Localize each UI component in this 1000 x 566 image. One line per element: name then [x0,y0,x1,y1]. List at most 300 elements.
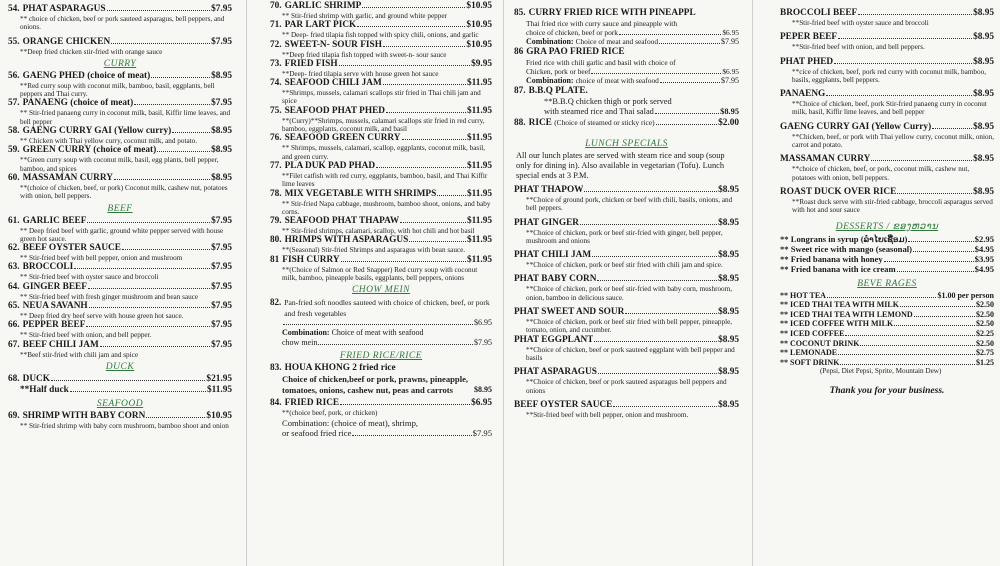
menu-item [270,133,492,161]
combination-description: chow mein [282,338,318,348]
item-name: RICE [528,118,552,128]
item-number: 64. [8,281,20,292]
item-price: $7.95 [211,281,232,292]
item-description: **(choice of chicken, beef, or pork) Coconut milk, cashew nut, potatoes with onion, bell peppers. [20,183,228,201]
item-description: ** Stir-fried shrimp with baby corn mushroom, bamboo shoot and onion [20,421,229,430]
menu-item [270,161,492,189]
item-price: $1.00 per person [937,290,994,300]
item-number: 65. [8,301,20,312]
menu-item [780,8,994,27]
item-description: **Deep fried chicken stir-fried with orange sauce [20,47,163,56]
item-name: GARLIC SHRIMP [284,1,362,11]
menu-item [270,20,492,39]
menu-column-4 [780,0,994,566]
item-number: 81 [270,254,280,265]
item-name: PHAT ASPARAGUS [514,367,597,378]
item-price: $2.25 [976,328,994,338]
menu-item [270,59,492,78]
item-description: **(Seasonal) Stir-fried Shrimps and asparagus with bean sauce. [282,246,466,255]
item-number: 71. [270,20,282,31]
item-price: $7.95 [211,98,232,109]
item-price: $8.95 [973,121,994,132]
item-name: ** SOFT DRINK [780,357,840,367]
item-name: PANAENG (choice of meat) [22,98,134,109]
item-name: SHRIMP WITH BABY CORN [22,410,146,421]
item-number: 78. [270,188,282,199]
item-number: 88. [514,118,526,128]
item-number: 86 [514,47,524,57]
combination-label: Combination: [526,76,574,85]
item-name: GAENG CURRY GAI (Yellow curry) [22,126,172,137]
item-description: ** Stir-fried beef with oyster sauce and broccoli [20,273,159,282]
item-price: $7.95 [211,4,232,14]
item-number: 72. [270,39,282,50]
section-heading-seafood: SEAFOOD [96,398,144,409]
menu-item [780,244,994,254]
menu-item [780,89,994,117]
item-price: $2.50 [976,309,994,319]
menu-item [8,282,232,301]
item-price: $7.95 [211,339,232,350]
item-price: $8.95 [211,172,232,183]
item-price: $8.95 [718,307,739,318]
item-name: GAENG CURRY GAI (Yellow Curry) [780,121,932,132]
item-description: **Choice of chicken, beef, pork Stir-fried panaeng curry in coconut milk, basil, Kiffir lime leaves, and bell pepper [792,100,987,117]
item-price: $7.95 [721,76,739,85]
item-number: 77. [270,160,282,171]
item-price: $7.95 [472,427,492,438]
item-price: $11.95 [466,133,492,144]
item-name: ** Sweet rice with mango (seasonal) [780,243,912,254]
item-price: $8.95 [973,154,994,165]
item-description: ** Stir-fried shrimp with garlic, and ground white pepper [282,12,447,20]
item-price: $3.95 [974,253,994,264]
item-description: **Choice of chicken, beef or pork sauteed eggplant with bell pepper and basils [526,345,735,362]
menu-item [514,86,739,117]
item-description: **Deep- fried tilapia serve with house green hot sauce [282,69,439,78]
item-description: **choice of chicken, beef, or pork, coconut milk, cashew nut, potatoes with onion, bell peppers. [792,165,970,182]
combination-label: Combination: [282,328,330,338]
menu-item [780,348,994,358]
item-name: GRA PAO FRIED RICE [526,47,625,57]
item-name: ** Longrans in syrup (ລຳໄຍເຊື່ອມ) [780,233,908,244]
item-price: $11.95 [466,188,492,199]
menu-column-1 [8,0,232,566]
thank-you-note: Thank you for your business. [829,385,945,396]
item-name: ** Fried banana with ice cream [780,263,896,274]
item-price: $11.95 [466,160,492,171]
menu-item [8,173,232,201]
item-price: $8.95 [211,70,232,81]
combination-description: Choice of meat with seafood [331,328,424,338]
fold-line [246,0,247,566]
menu-item [780,300,994,310]
item-description: **cice of chicken, beef, pork red curry with coconut milk, bamboo, basils, eggplants, bell peppers. [792,67,986,84]
item-price: $6.95 [474,318,492,328]
item-price: $10.95 [206,410,232,421]
item-price: $21.95 [206,373,232,384]
menu-item [514,307,739,335]
combination-description: choice of meat with seafood [575,76,659,85]
item-description: ** Stir-fried beef with bell pepper, onion and mushroom [20,254,183,263]
item-price: $11.95 [466,78,492,89]
item-name: PHAT THAPOW [514,185,584,195]
item-name: PANAENG [780,89,826,100]
menu-item [270,189,492,217]
item-number: 82. [270,297,282,308]
item-description: **Shrimps, mussels, calamari scallops stir fried in Thai chili jam and spice [282,89,481,106]
item-price: $7.95 [721,37,739,46]
item-price: $4.95 [974,243,994,254]
item-description: Choice of chicken,beef or pork, prawns, pineapple, tomatoes, onions, cashew nut, peas and carrots [282,374,469,395]
item-number: 69. [8,410,20,421]
menu-item [514,335,739,363]
item-name: CURRY FRIED RICE WITH PINEAPPL [528,8,696,18]
item-description: ** Deep fried dry beef serve with house green hot sauce. [20,312,184,321]
menu-item [8,145,232,173]
item-name: HOUA KHONG 2 fried rice [284,363,396,374]
fold-line [503,0,504,566]
item-name: FISH CURRY [282,254,340,265]
menu-item [270,1,492,20]
combination-description: or seafood fried rice [282,427,352,438]
menu-column-2 [270,0,492,566]
section-heading-curry: CURRY [103,58,137,69]
item-description: **Choice of chicken, pork or beef stir-fried with ginger, bell pepper, mushroom and onions [526,228,723,245]
menu-item [780,358,994,368]
item-number: 56. [8,70,20,81]
section-heading-desserts: DESSERTS / ຂອງຫວານ [835,221,939,232]
item-description: Pan-fried soft noodles sauteed with choice of chicken, beef, or pork and fresh vegetables [284,298,490,319]
item-name: MASSAMAN CURRY [22,172,113,183]
item-price: $6.95 [722,67,739,76]
item-description: choice of chicken, beef or pork [526,28,618,37]
section-heading-lunch-specials: LUNCH SPECIALS [585,139,668,149]
item-description: ** Deep fried beef with garlic, ground white pepper served with house green hot sauce. [20,226,224,243]
menu-item [514,185,739,213]
item-price: $11.95 [206,384,232,395]
item-price: $11.95 [466,254,492,265]
menu-item [8,320,232,339]
item-price: $11.95 [466,216,492,227]
menu-item [8,262,232,281]
item-number: 59. [8,145,20,156]
item-name: PLA DUK PAD PHAD [284,160,376,171]
item-price: $10.95 [466,20,492,31]
item-name: ROAST DUCK OVER RICE [780,186,897,197]
item-description: **Stir-fried beef with onion, and bell peppers. [792,43,925,52]
item-name: PAR LART PICK [284,20,357,31]
item-description: Thai fried rice with curry sauce and pineapple with [526,19,678,28]
menu-item [780,32,994,51]
item-price: $9.95 [471,58,492,69]
item-name: PHAT CHILI JAM [514,250,592,261]
menu-item [514,47,739,86]
item-description: **Choice of chicken, pork or beef stir fried with bell pepper, pineapple, tomato, onion, and cucumber. [526,318,733,335]
section-heading-duck: DUCK [105,361,135,372]
item-description: **Roast duck serve with stir-fried cabbage, broccoli asparagus served with hot and sour sauce [792,197,993,215]
item-price: $8.95 [718,185,739,195]
item-price: $8.95 [718,274,739,285]
item-name: HRIMPS WITH ASPARAGUS [284,235,409,246]
item-name: BEEF CHILI JAM [22,339,99,350]
item-name: PHAT ASPARAGUS [22,4,106,14]
menu-item [8,37,232,56]
section-heading-beef: BEEF [107,203,133,214]
item-price: $8.95 [973,32,994,43]
item-price: $7.95 [211,301,232,312]
item-number: 58. [8,126,20,137]
menu-item [8,71,232,99]
menu-item [780,57,994,85]
item-number: 55. [8,36,20,47]
combination-description: Choice of meat and seafood [575,37,659,46]
item-description: **(Curry)**Shrimps, mussels, calamari scallops stir fried in red curry, bamboo, eggplants, coconut milk, and basil [282,116,485,134]
item-price: $2.50 [976,319,994,329]
item-name: GINGER BEEF [22,281,87,292]
item-name: FRIED RICE [284,398,340,409]
item-description: **(choice beef, pork, or chicken) [282,409,378,418]
item-number: 66. [8,320,20,331]
menu-item [8,374,232,396]
menu-item [780,339,994,349]
menu-item [780,187,994,215]
menu-item [514,8,739,47]
item-number: 87. [514,86,526,96]
item-price: $8.95 [718,399,739,410]
item-price: $2.00 [718,118,739,128]
item-description: **Stir-fried beef with bell pepper, onion and mushroom. [526,410,689,419]
item-price: $6.95 [471,398,492,409]
item-price: $6.95 [722,28,739,37]
item-price: $8.95 [211,126,232,137]
item-name: ORANGE CHICKEN [22,36,111,47]
item-description: ** Deep- fried tilapia fish topped with spicy chili, onions, and garlic [282,31,479,40]
item-name: PEPER BEEF [780,32,838,43]
menu-item [514,400,739,419]
item-name: FRIED FISH [284,58,338,69]
item-name: PHAT SWEET AND SOUR [514,307,625,318]
menu-item [780,254,994,264]
menu-item [8,411,232,430]
item-description: with steamed rice and Thai salad [544,107,654,116]
item-description: ** Stir-fried Napa cabbage, mushroom, bamboo shoot, onions, and baby corns. [282,199,491,216]
menu-item [780,154,994,182]
menu-item [514,117,739,129]
menu-item [270,398,492,437]
item-price: $1.25 [976,357,994,367]
menu-item [780,122,994,150]
menu-item [514,274,739,302]
item-name: NEUA SAVANH [22,301,88,312]
item-name: PHAT EGGPLANT [514,334,594,345]
menu-item [270,255,492,283]
item-description: ** Shrimps, mussels, calamari, scallop, eggplants, coconut milk, basil, and green curry. [282,144,486,161]
item-price: $8.95 [718,250,739,261]
item-number: 80. [270,235,282,246]
item-name: MASSAMAN CURRY [780,154,871,165]
item-description: (Pepsi, Diet Pepsi, Sprite, Mountain Dew) [820,367,942,376]
menu-item [270,235,492,254]
item-name: MIX VEGETABLE WITH SHRIMPS [284,188,437,199]
item-description: ** Stir-fried beef with onion, and bell pepper. [20,331,152,340]
item-price: $7.95 [211,36,232,47]
menu-item [780,329,994,339]
item-number: 83. [270,363,282,374]
item-description: (Choice of steamed or sticky rice) [554,118,655,127]
item-price: $7.95 [211,215,232,226]
item-name: BEEF OYSTER SAUCE [514,399,613,410]
item-price: $8.95 [973,89,994,100]
item-description: **Stir-fried beef with oyster sauce and broccoli [792,19,929,27]
item-number: 79. [270,216,282,227]
item-name: BEEF OYSTER SAUCE [22,243,121,254]
item-description: ** choice of chicken, beef or pork sauteed asparagus, bell peppers, and onions. [20,15,225,32]
menu-item [780,264,994,274]
item-name: ** Fried banana with honey [780,253,883,264]
item-price: $7.95 [474,338,492,348]
item-description: Fried rice with chili garlic and basil with choice of [526,58,676,67]
item-price: $8.95 [211,145,232,156]
menu-item [8,4,232,32]
menu-item [8,98,232,126]
item-name: ** ICED COFFEE WITH MILK [780,319,894,329]
item-name: ** ICED THAI TEA WITH MILK [780,300,899,310]
item-price: $8.95 [718,334,739,345]
item-name: ** HOT TEA [780,290,826,300]
item-description: ** Stir-fried beef with fresh ginger mushroom and bean sauce [20,292,199,301]
item-price: $7.95 [211,243,232,254]
item-price: $10.95 [466,1,492,11]
menu-column-3 [514,0,739,566]
menu-item [8,216,232,244]
fold-line [752,0,753,566]
item-description: **Choice of chicken, pork or beef stir fried with chili jam and spice. [526,261,723,270]
menu-item [514,218,739,246]
item-description: ** Stir-fried panaeng curry in coconut milk, basil, Kiffir lime leaves, and bell pepper [20,109,231,126]
item-number: 60. [8,172,20,183]
item-name: SEAFOOD CHILI JAM [284,78,382,89]
item-number: 70. [270,1,282,11]
item-price: $8.95 [718,217,739,228]
item-number: 76. [270,133,282,144]
combination-label: Combination: [526,37,574,46]
item-description: **Chicken, beef, or pork with Thai yellow curry, coconut milk, onion, carrot and potato. [792,132,994,150]
item-number: 63. [8,262,20,273]
item-name: GARLIC BEEF [22,215,87,226]
item-name: DUCK [22,373,50,384]
item-description: ** Stir-fried shrimps, calamari, scallop, with hot chili and hot basil [282,227,475,236]
lunch-note: All our lunch plates are served with steam rice and soup (soup only for dining in). Also available in vegetarian (Tofu). Lunch special ends at 3 P.M. [516,151,725,180]
item-number: 84. [270,398,282,409]
item-number: 85. [514,8,526,18]
item-description: **Beef stir-fried with chili jam and spice [20,350,139,359]
item-number: 61. [8,215,20,226]
item-description: **B.B.Q chicken thigh or pork served [544,97,672,106]
item-name: ** ICED THAI TEA WITH LEMOND [780,309,913,319]
item-price: $11.95 [466,235,492,246]
item-name: PEPPER BEEF [22,320,86,331]
item-name: SWEET-N- SOUR FISH [284,39,382,50]
menu-item [270,78,492,106]
item-description: **Filet catfish with red curry, eggplants, bamboo, basil, and Thai Kiffir lime leaves [282,171,488,189]
item-name: **Half duck [20,384,69,395]
item-name: PHAT PHED [780,56,834,67]
item-description: ** Chicken with Thai yellow curry, coconut milk, and potato. [20,137,198,146]
item-price: $8.95 [973,56,994,67]
item-price: $8.95 [718,367,739,378]
item-price: $10.95 [466,39,492,50]
item-price: $8.95 [474,385,492,395]
item-name: BROCCOLI BEEF [780,8,858,18]
item-description: **(Choice of Salmon or Red Snapper) Red curry soup with coconut milk, bamboo, pineapple basils, eggplants, bell peppers, onions [282,265,478,283]
item-name: SEAFOOD GREEN CURRY [284,133,401,144]
item-name: PHAT BABY CORN [514,274,597,285]
item-number: 57. [8,98,20,109]
item-price: $7.95 [211,320,232,331]
item-number: 68. [8,373,20,384]
menu-item [8,243,232,262]
item-description: **Choice of chicken, beef or pork sauteed asparagus bell peppers and onions [526,378,727,395]
section-heading-beverages: BEVE RAGES [857,278,917,289]
item-description: **Deep fried tilapia fish topped with sweet-n- sour sauce [282,50,447,59]
menu-item [780,234,994,244]
item-name: BROCCOLI [22,262,74,273]
menu-item [8,126,232,145]
menu-item [8,301,232,320]
item-name: SEAFOOD PHAT THAPAW [284,216,400,227]
menu-item [270,216,492,235]
item-price: $2.75 [976,348,994,358]
item-name: ** LEMONADE [780,348,838,358]
menu-item [270,297,492,348]
item-price: $2.95 [974,233,994,244]
item-price: $11.95 [466,105,492,116]
item-name: SEAFOOD PHAT PHED [284,105,386,116]
item-name: ** COCONUT DRINK [780,338,860,348]
menu-item [514,250,739,269]
item-description: **Choice of ground pork, chicken or beef with chili, basils, onions, and bell peppers. [526,196,733,213]
menu-item [270,106,492,134]
item-price: $2.50 [976,300,994,310]
item-name: B.B.Q PLATE. [528,86,588,96]
menu-item [780,291,994,301]
item-price: $8.95 [973,8,994,18]
item-price: $8.95 [973,186,994,197]
menu-item [8,340,232,359]
menu-item [270,40,492,59]
item-number: 67. [8,339,20,350]
item-price: $8.95 [720,107,739,116]
item-description: **Choice of chicken, pork or beef stir-fried with baby corn, mushroom, onion, bamboo in delicious sauce. [526,285,733,302]
item-number: 62. [8,243,20,254]
item-number: 54. [8,4,20,14]
combination-description: Combination: (choice of meat), shrimp, [282,417,419,428]
section-heading-fried-rice: FRIED RICE/RICE [339,351,423,362]
item-number: 74. [270,78,282,89]
item-name: GREEN CURRY (choice of meat) [22,145,157,156]
item-name: ** ICED COFFEE [780,328,845,338]
item-description: **Red curry soup with coconut milk, bamboo, basil, eggplants, bell peppers and Thai curry. [20,81,215,99]
item-description: Chicken, pork or beef [526,67,591,76]
item-name: GAENG PHED (choice of meat) [22,70,151,81]
menu-item [780,319,994,329]
item-price: $2.50 [976,338,994,348]
section-heading-chow-mein: CHOW MEIN [351,285,411,296]
item-number: 73. [270,58,282,69]
item-price: $4.95 [974,263,994,274]
menu-item [780,310,994,320]
